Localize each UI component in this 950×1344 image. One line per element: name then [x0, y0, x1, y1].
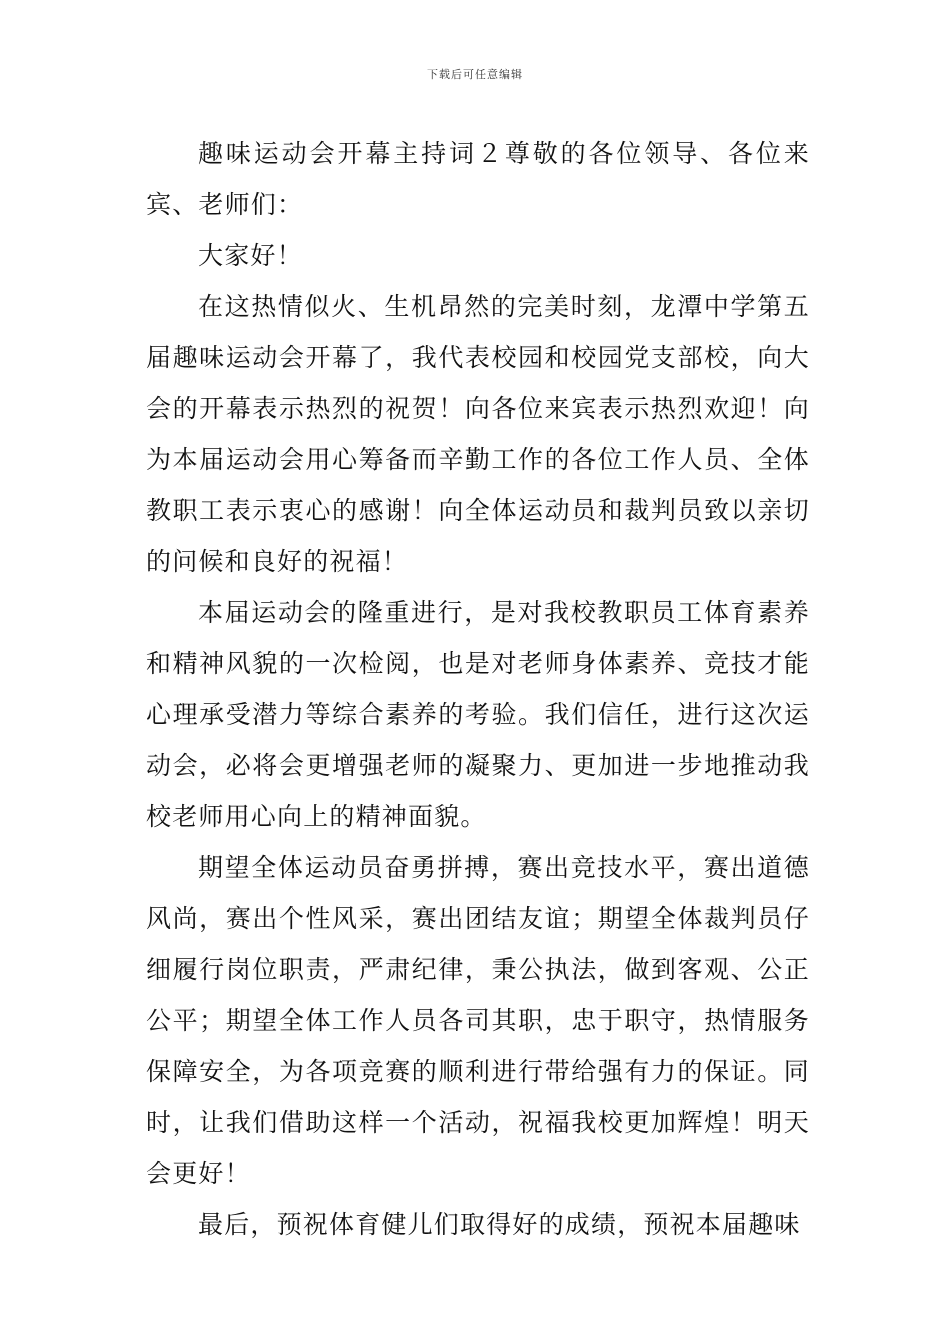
header-note: 下载后可任意编辑	[427, 68, 523, 81]
paragraph-significance: 本届运动会的隆重进行，是对我校教职员工体育素养和精神风貌的一次检阅，也是对老师身体素养、竞技才能心理承受潜力等综合素养的考验。我们信任，进行这次运动会，必将会更增强老师的凝聚力、更加进一步地推动我校老师用心向上的精神面貌。	[146, 598, 810, 831]
document-body	[146, 128, 810, 1250]
paragraph-closing: 最后，预祝体育健儿们取得好的成绩，预祝本届趣味	[198, 1210, 801, 1239]
paragraph-title-greeting: 趣味运动会开幕主持词２尊敬的各位领导、各位来宾、老师们：	[146, 139, 810, 219]
paragraph-opening: 在这热情似火、生机昂然的完美时刻，龙潭中学第五届趣味运动会开幕了，我代表校园和校园党支部校，向大会的开幕表示热烈的祝贺！向各位来宾表示热烈欢迎！向为本届运动会用心筹备而辛勤工作的各位工作人员、全体教职工表示衷心的感谢！向全体运动员和裁判员致以亲切的问候和良好的祝福！	[146, 292, 810, 576]
paragraph-expectations: 期望全体运动员奋勇拼搏，赛出竞技水平，赛出道德风尚，赛出个性风采，赛出团结友谊；期望全体裁判员仔细履行岗位职责，严肃纪律，秉公执法，做到客观、公正公平；期望全体工作人员各司其职，忠于职守，热情服务保障安全，为各项竞赛的顺利进行带给强有力的保证。同时，让我们借助这样一个活动，祝福我校更加辉煌！明天会更好！	[146, 853, 810, 1188]
paragraph-hello: 大家好！	[198, 241, 303, 270]
